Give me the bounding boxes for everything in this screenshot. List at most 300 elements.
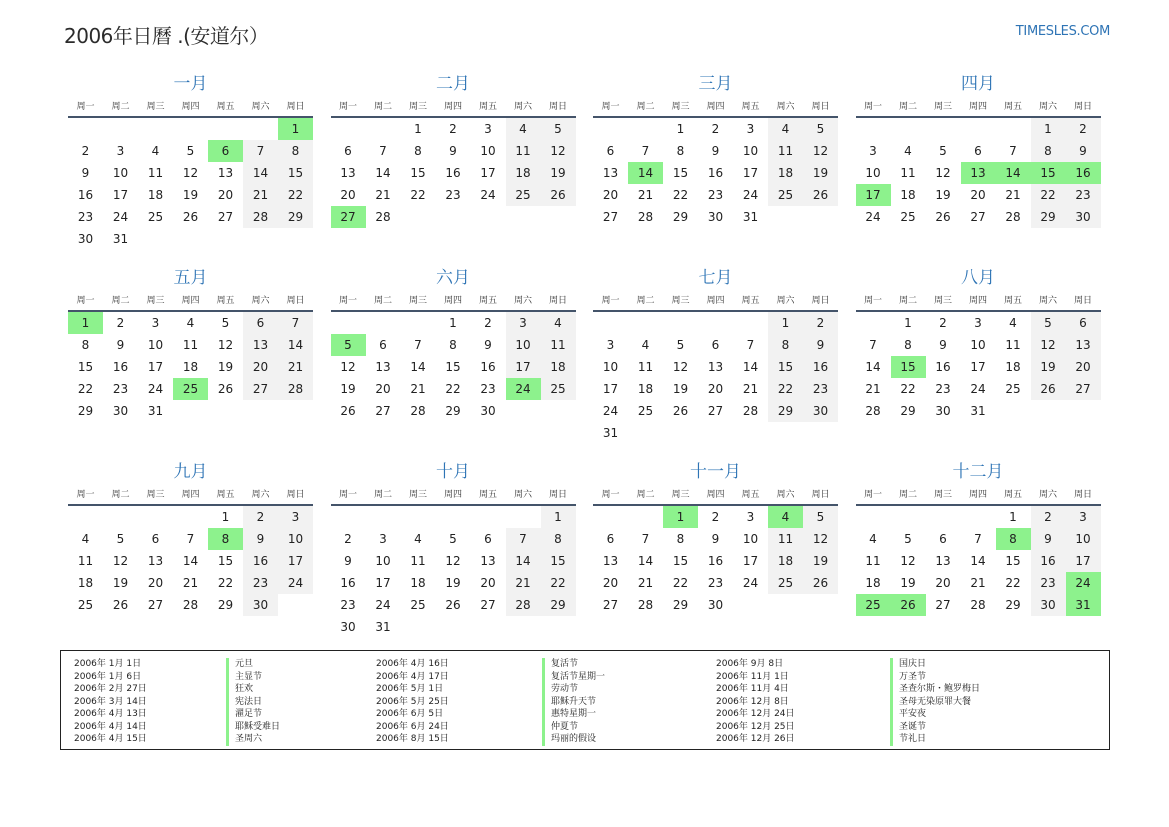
empty-cell [278,228,313,250]
holiday-name: 濯足节 [226,708,280,721]
day-cell: 10 [480,144,496,158]
day-cell: 12 [803,140,838,162]
holiday-name: 复活节 [542,658,605,671]
day-cell: 3 [606,338,615,352]
month-name: 十一月 [690,462,741,482]
day-cell: 27 [217,210,234,224]
day-cell: 28 [637,598,654,612]
weekday-header: 周五 [996,484,1031,505]
empty-cell [996,117,1031,140]
day-cell: 22 [445,382,461,396]
day-cell: 22 [900,382,916,396]
holiday-date: 2006年 4月 13日 [74,709,147,719]
day-cell: 19 [1031,356,1066,378]
day-cell: 10 [506,334,541,356]
empty-cell [471,505,506,528]
day-cell: 6 [606,144,615,158]
day-cell: 15 [1031,162,1066,184]
month-calendar [593,266,838,460]
day-cell: 18 [900,188,916,202]
weekday-header: 周五 [996,290,1031,311]
day-cell: 5 [331,334,366,356]
day-cell: 24 [865,210,881,224]
weekday-header: 周一 [593,290,628,311]
empty-cell [1066,400,1101,422]
day-cell: 26 [217,382,234,396]
day-cell: 20 [480,576,496,590]
holiday-name: 耶稣升天节 [542,696,605,709]
day-cell: 28 [410,404,426,418]
day-cell: 16 [77,188,94,202]
day-cell: 11 [768,140,803,162]
day-cell: 1 [663,505,698,528]
day-cell: 5 [221,316,230,330]
weekday-header: 周五 [208,484,243,505]
day-cell: 29 [541,594,576,616]
day-cell: 6 [939,532,947,546]
day-cell: 1 [541,505,576,528]
day-cell: 4 [506,117,541,140]
month-name: 四月 [961,74,995,94]
day-cell: 31 [375,620,391,634]
day-cell: 26 [803,184,838,206]
month-name: 七月 [698,268,733,288]
day-cell: 14 [628,162,663,184]
day-cell: 12 [803,528,838,550]
weekday-header: 周二 [628,484,663,505]
day-cell: 17 [278,550,313,572]
day-cell: 11 [77,554,94,568]
empty-cell [401,206,436,228]
month-table [68,290,313,422]
day-cell: 17 [147,360,164,374]
day-cell: 5 [939,144,947,158]
day-cell: 2 [803,311,838,334]
weekday-header: 周日 [803,484,838,505]
day-cell: 6 [1066,311,1101,334]
empty-cell [138,228,173,250]
day-cell: 10 [278,528,313,550]
empty-cell [891,117,926,140]
day-cell: 16 [112,360,129,374]
day-cell: 23 [445,188,461,202]
empty-cell [506,400,541,422]
day-cell: 25 [856,594,891,616]
day-cell: 3 [379,532,387,546]
day-cell: 29 [900,404,916,418]
empty-cell [891,505,926,528]
weekday-header: 周四 [698,290,733,311]
day-cell: 24 [1066,572,1101,594]
weekday-header: 周一 [331,96,366,117]
weekday-header: 周日 [278,290,313,311]
day-cell: 31 [742,210,759,224]
day-cell: 21 [243,184,278,206]
weekday-header: 周日 [1066,290,1101,311]
day-cell: 30 [1066,206,1101,228]
weekday-header: 周六 [768,96,803,117]
day-cell: 24 [147,382,164,396]
day-cell: 14 [970,554,986,568]
day-cell: 25 [1005,382,1021,396]
month-calendar [331,460,576,654]
day-cell: 28 [243,206,278,228]
day-cell: 12 [182,166,199,180]
day-cell: 18 [147,188,164,202]
page-title: 2006年日曆 .(安道尔） [64,24,269,48]
weekday-header: 周三 [401,484,436,505]
day-cell: 3 [746,122,755,136]
day-cell: 7 [869,338,877,352]
day-cell: 6 [151,532,160,546]
empty-cell [803,422,838,444]
day-cell: 8 [414,144,422,158]
day-cell: 18 [506,162,541,184]
month-table [856,96,1101,228]
day-cell: 3 [484,122,492,136]
day-cell: 17 [856,184,891,206]
day-cell: 4 [151,144,160,158]
day-cell: 28 [970,598,986,612]
day-cell: 13 [375,360,391,374]
day-cell: 20 [707,382,724,396]
weekday-header: 周三 [138,96,173,117]
holiday-name: 元旦 [226,658,280,671]
day-cell: 26 [340,404,356,418]
day-cell: 24 [278,572,313,594]
weekday-header: 周一 [593,96,628,117]
day-cell: 24 [970,382,986,396]
day-cell: 15 [77,360,94,374]
day-cell: 6 [606,532,615,546]
empty-cell [593,117,628,140]
day-cell: 5 [803,117,838,140]
weekday-header: 周六 [506,96,541,117]
holiday-name: 宪法日 [226,696,280,709]
day-cell: 15 [672,166,689,180]
day-cell: 14 [742,360,759,374]
holiday-date: 2006年 4月 16日 [376,659,449,669]
day-cell: 25 [147,210,164,224]
day-cell: 29 [672,598,689,612]
day-cell: 29 [77,404,94,418]
empty-cell [926,117,961,140]
day-cell: 9 [1031,528,1066,550]
day-cell: 7 [1009,144,1017,158]
day-cell: 13 [602,554,619,568]
day-cell: 26 [672,404,689,418]
day-cell: 15 [672,554,689,568]
holiday-date: 2006年 3月 14日 [74,696,147,707]
holiday-name: 狂欢 [226,683,280,696]
empty-cell [138,117,173,140]
day-cell: 27 [970,210,986,224]
day-cell: 10 [602,360,619,374]
day-cell: 15 [445,360,461,374]
day-cell: 28 [1005,210,1021,224]
day-cell: 11 [637,360,654,374]
empty-cell [506,505,541,528]
empty-cell [208,117,243,140]
day-cell: 24 [742,576,759,590]
day-cell: 14 [506,550,541,572]
day-cell: 14 [410,360,426,374]
day-cell: 31 [112,232,129,246]
day-cell: 3 [278,505,313,528]
holiday-date: 2006年 4月 15日 [74,734,147,744]
day-cell: 19 [803,162,838,184]
day-cell: 13 [480,554,496,568]
day-cell: 7 [414,338,422,352]
empty-cell [961,505,996,528]
day-cell: 22 [1005,576,1021,590]
day-cell: 11 [768,528,803,550]
day-cell: 20 [602,576,619,590]
holiday-date: 2006年 5月 1日 [376,684,444,694]
weekday-header: 周二 [628,290,663,311]
day-cell: 30 [480,404,496,418]
empty-cell [173,228,208,250]
day-cell: 11 [1005,338,1021,352]
day-cell: 10 [865,166,881,180]
holiday-date: 2006年 9月 8日 [716,659,784,669]
holiday-date: 2006年 11月 1日 [716,671,789,682]
site-link[interactable]: TIMESLES.COM [1015,24,1110,39]
day-cell: 13 [147,554,164,568]
day-cell: 20 [1066,356,1101,378]
day-cell: 30 [803,400,838,422]
day-cell: 27 [602,598,619,612]
day-cell: 17 [602,382,619,396]
day-cell: 1 [278,117,313,140]
day-cell: 31 [970,404,986,418]
day-cell: 7 [243,140,278,162]
day-cell: 13 [1066,334,1101,356]
day-cell: 25 [506,184,541,206]
month-calendar [856,460,1101,654]
holiday-name: 仲夏节 [542,721,605,734]
empty-cell [541,400,576,422]
weekday-header: 周一 [331,484,366,505]
day-cell: 27 [602,210,619,224]
day-cell: 30 [77,232,94,246]
weekday-header: 周一 [856,290,891,311]
day-cell: 25 [541,378,576,400]
day-cell: 26 [935,210,951,224]
weekday-header: 周五 [996,96,1031,117]
day-cell: 22 [77,382,94,396]
day-cell: 6 [974,144,982,158]
day-cell: 12 [112,554,129,568]
month-calendar [856,72,1101,266]
holiday-date: 2006年 2月 27日 [74,684,147,694]
empty-cell [68,117,103,140]
day-cell: 8 [81,338,90,352]
day-cell: 31 [602,426,619,440]
weekday-header: 周一 [856,96,891,117]
day-cell: 21 [865,382,881,396]
day-cell: 3 [1066,505,1101,528]
day-cell: 15 [891,356,926,378]
holiday-date: 2006年 5月 25日 [376,696,449,707]
weekday-header: 周三 [926,484,961,505]
day-cell: 9 [484,338,492,352]
day-cell: 16 [707,166,724,180]
weekday-header: 周二 [103,96,138,117]
weekday-header: 周二 [366,96,401,117]
day-cell: 7 [278,311,313,334]
day-cell: 8 [768,334,803,356]
day-cell: 19 [935,188,951,202]
day-cell: 8 [996,528,1031,550]
month-calendar [593,460,838,654]
month-name: 三月 [698,74,733,94]
empty-cell [401,616,436,638]
day-cell: 22 [410,188,426,202]
empty-cell [68,505,103,528]
month-name: 二月 [436,74,470,94]
day-cell: 16 [445,166,461,180]
day-cell: 30 [112,404,129,418]
empty-cell [366,117,401,140]
day-cell: 25 [77,598,94,612]
day-cell: 9 [711,532,720,546]
day-cell: 19 [340,382,356,396]
day-cell: 26 [891,594,926,616]
day-cell: 21 [506,572,541,594]
empty-cell [803,206,838,228]
day-cell: 19 [900,576,916,590]
weekday-header: 周六 [768,484,803,505]
day-cell: 27 [331,206,366,228]
month-calendar [331,72,576,266]
empty-cell [733,311,768,334]
weekday-header: 周一 [593,484,628,505]
weekday-header: 周三 [926,290,961,311]
month-calendar [593,72,838,266]
day-cell: 16 [340,576,356,590]
day-cell: 23 [707,188,724,202]
day-cell: 16 [803,356,838,378]
day-cell: 15 [410,166,426,180]
empty-cell [366,311,401,334]
day-cell: 4 [768,117,803,140]
day-cell: 14 [182,554,199,568]
day-cell: 30 [1031,594,1066,616]
day-cell: 10 [742,532,759,546]
weekday-header: 周四 [173,96,208,117]
day-cell: 20 [935,576,951,590]
day-cell: 10 [1066,528,1101,550]
empty-cell [733,422,768,444]
month-table [856,290,1101,422]
day-cell: 1 [449,316,457,330]
day-cell: 1 [1031,117,1066,140]
empty-cell [663,422,698,444]
day-cell: 20 [340,188,356,202]
month-table [331,290,576,422]
day-cell: 1 [904,316,912,330]
empty-cell [436,206,471,228]
weekday-header: 周五 [471,96,506,117]
day-cell: 17 [742,166,759,180]
day-cell: 2 [1066,117,1101,140]
weekday-header: 周三 [663,484,698,505]
day-cell: 23 [340,598,356,612]
day-cell: 29 [1031,206,1066,228]
weekday-header: 周日 [1066,484,1101,505]
month-table [856,484,1101,616]
day-cell: 1 [414,122,422,136]
weekday-header: 周六 [1031,484,1066,505]
empty-cell [506,206,541,228]
day-cell: 24 [480,188,496,202]
day-cell: 10 [742,144,759,158]
weekday-header: 周六 [243,290,278,311]
day-cell: 21 [410,382,426,396]
weekday-header: 周日 [278,484,313,505]
day-cell: 15 [768,356,803,378]
day-cell: 19 [672,382,689,396]
empty-cell [856,117,891,140]
weekday-header: 周三 [138,484,173,505]
empty-cell [663,311,698,334]
empty-cell [541,206,576,228]
weekday-header: 周一 [68,96,103,117]
day-cell: 26 [182,210,199,224]
day-cell: 19 [803,550,838,572]
empty-cell [401,311,436,334]
day-cell: 13 [961,162,996,184]
day-cell: 12 [445,554,461,568]
holiday-date: 2006年 11月 4日 [716,684,789,694]
empty-cell [208,400,243,422]
holiday-date: 2006年 12月 24日 [716,709,795,719]
day-cell: 5 [803,505,838,528]
empty-cell [243,228,278,250]
day-cell: 13 [243,334,278,356]
day-cell: 9 [803,334,838,356]
weekday-header: 周五 [208,96,243,117]
day-cell: 15 [278,162,313,184]
empty-cell [768,594,803,616]
holiday-name: 国庆日 [890,658,980,671]
weekday-header: 周二 [103,484,138,505]
empty-cell [173,400,208,422]
day-cell: 29 [217,598,234,612]
day-cell: 18 [768,162,803,184]
day-cell: 28 [742,404,759,418]
day-cell: 14 [243,162,278,184]
day-cell: 20 [147,576,164,590]
day-cell: 19 [445,576,461,590]
month-table [593,484,838,616]
weekday-header: 周一 [68,290,103,311]
empty-cell [698,311,733,334]
day-cell: 17 [375,576,391,590]
day-cell: 23 [77,210,94,224]
holiday-name: 节礼日 [890,733,980,746]
day-cell: 12 [935,166,951,180]
day-cell: 24 [375,598,391,612]
day-cell: 16 [1066,162,1101,184]
day-cell: 4 [768,505,803,528]
day-cell: 6 [379,338,387,352]
empty-cell [593,505,628,528]
day-cell: 25 [410,598,426,612]
day-cell: 2 [711,510,720,524]
holiday-date: 2006年 8月 15日 [376,734,449,744]
